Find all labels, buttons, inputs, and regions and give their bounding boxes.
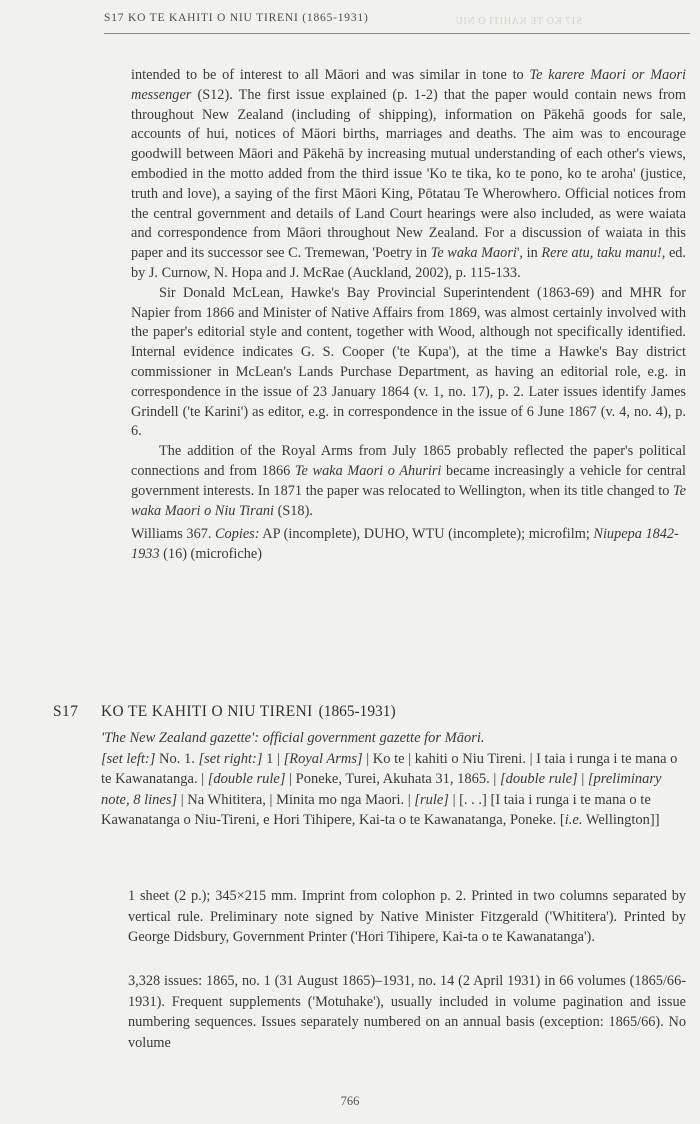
entry-issues: 3,328 issues: 1865, no. 1 (31 August 1865)–1931, no. 14 (2 April 1931) in 66 volumes (1865/66-1931). Frequent supplements ('Motuhake'), usually included in volume pagination and issue numbering sequences. Issues separately numbered on an annual basis (exception: 1865/66). No volume <box>128 973 686 1051</box>
entry-subtitle: 'The New Zealand gazette': official government gazette for Māori. <box>101 730 485 746</box>
paragraph-references: Williams 367. Copies: AP (incomplete), DUHO, WTU (incomplete); microfilm; Niupepa 1842-1933 (16) (microfiche) <box>131 526 679 563</box>
header-rule <box>104 33 690 34</box>
entry-title: KO TE KAHITI O NIU TIRENI <box>101 703 313 720</box>
entry-description: 'The New Zealand gazette': official government gazette for Māori. [set left:] No. 1. [set right:] 1 | [Royal Arms] | Ko te | kahiti o Niu Tireni. | I taia i runga i te mana o te Kawanatanga. | [double rule] | Poneke, Turei, Akuhata 31, 1865. | [double rule] | [preliminary note, 8 lines] | Na Whititera, | Minita mo nga Maori. | [rule] | [. . .] [I taia i runga i te mana o te Kawanatanga o Niu-Tireni, e Hori Tihipere, Kai-ta o te Kawanatanga, Poneke. [i.e. Wellington]] <box>101 730 678 829</box>
entry-heading <box>53 703 693 721</box>
entry-collation: 1 sheet (2 p.); 345×215 mm. Imprint from colophon p. 2. Printed in two columns separated by vertical rule. Preliminary note signed by Native Minister Fitzgerald ('Whititera'). Printed by George Didsbury, Government Printer ('Hori Tihipere, Kai-ta o te Kawanatanga'). <box>128 888 686 945</box>
bleed-through-text: S17 KO TE KAHITI O NIU <box>455 16 583 27</box>
running-head: S17 KO TE KAHITI O NIU TIRENI (1865-1931) <box>104 12 369 24</box>
entry-dates: (1865-1931) <box>318 703 396 720</box>
paragraph-intro: intended to be of interest to all Māori and was similar in tone to Te karere Maori or Maori messenger (S12). The first issue explained (p. 1-2) that the paper would contain news from throughout New Zealand (including of shipping), information on Pākehā goods for sale, accounts of hui, notices of Māori births, marriages and deaths. The aim was to encourage goodwill between Māori and Pākehā by increasing mutual understanding of each other's views, embodied in the motto added from the third issue 'Ko te tika, ko te pono, ko te aroha' (justice, truth and love), a saying of the first Māori King, Pōtatau Te Wherowhero. Official notices from the central government and details of Land Court hearings were also included, as were waiata and correspondence from Māori throughout New Zealand. For a discussion of waiata in this paper and its successor see C. Tremewan, 'Poetry in Te waka Maori', in Rere atu, taku manu!, ed. by J. Curnow, N. Hopa and J. McRae (Auckland, 2002), p. 115-133. <box>131 67 687 281</box>
entry-id: S17 <box>53 703 79 720</box>
paragraph-royal-arms: The addition of the Royal Arms from July 1865 probably reflected the paper's political connections and from 1866 Te waka Maori o Ahuriri became increasingly a vehicle for central government interests. In 1871 the paper was relocated to Wellington, when its title changed to Te waka Maori o Niu Tirani (S18). <box>131 443 686 519</box>
paragraph-mclean: Sir Donald McLean, Hawke's Bay Provincial Superintendent (1863-69) and MHR for Napier from 1866 and Minister of Native Affairs from 1869, was almost certainly involved with the paper's editorial style and content, together with Wood, although not specifically identified. Internal evidence indicates G. S. Cooper ('te Kupa'), at the time a Hawke's Bay district commissioner in McLean's Lands Purchase Department, as having an editorial role, e.g. in correspondence in the issue of 23 January 1864 (v. 1, no. 17), p. 2. Later issues identify James Grindell ('te Karini') as editor, e.g. in correspondence in the issue of 6 June 1867 (v. 4, no. 4), p. 6. <box>131 284 686 440</box>
page-number: 766 <box>340 1094 360 1108</box>
continuation-text <box>131 66 686 565</box>
